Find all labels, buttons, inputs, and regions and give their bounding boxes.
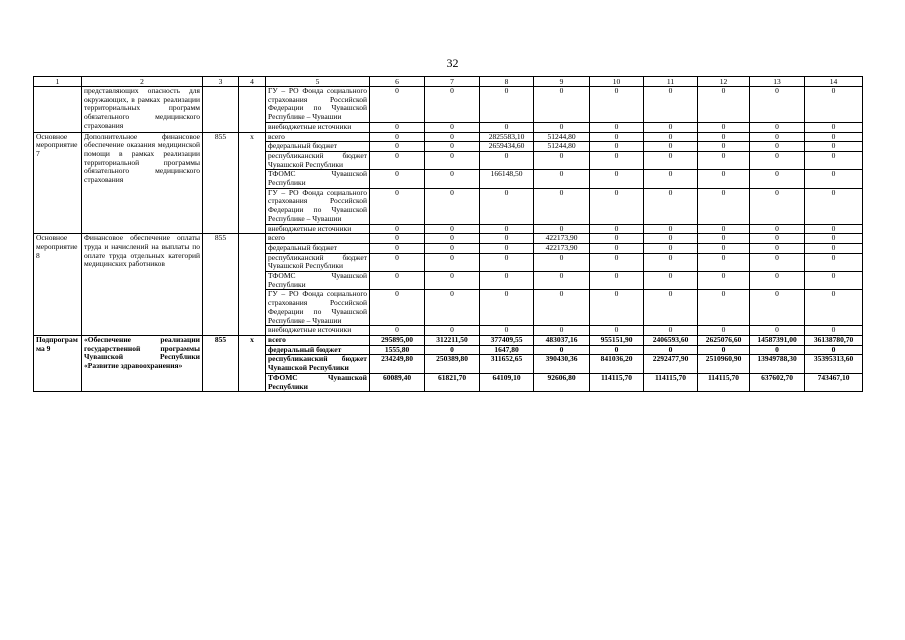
value-cell: 0 bbox=[750, 290, 805, 326]
value-cell: 0 bbox=[480, 253, 534, 271]
value-cell: 0 bbox=[425, 224, 480, 234]
value-cell: 0 bbox=[750, 142, 805, 152]
value-cell: 0 bbox=[805, 142, 863, 152]
value-cell: 0 bbox=[480, 234, 534, 244]
value-cell: 390430,36 bbox=[534, 355, 590, 373]
value-cell: 0 bbox=[805, 243, 863, 253]
value-cell: 0 bbox=[590, 170, 644, 188]
value-cell: 0 bbox=[698, 142, 750, 152]
value-cell: 51244,80 bbox=[534, 132, 590, 142]
value-cell: 0 bbox=[750, 224, 805, 234]
value-cell: 0 bbox=[425, 87, 480, 123]
value-cell: 0 bbox=[534, 345, 590, 355]
value-cell: 0 bbox=[644, 151, 698, 169]
grbs-code: 855 bbox=[203, 132, 239, 234]
header-cell: 14 bbox=[805, 77, 863, 87]
value-cell: 0 bbox=[750, 170, 805, 188]
funding-source: ТФОМС Чувашской Республики bbox=[266, 272, 370, 290]
value-cell: 0 bbox=[590, 224, 644, 234]
funding-source: всего bbox=[266, 234, 370, 244]
value-cell: 0 bbox=[698, 234, 750, 244]
value-cell: 0 bbox=[750, 345, 805, 355]
value-cell: 64109,10 bbox=[480, 373, 534, 391]
value-cell: 0 bbox=[698, 290, 750, 326]
value-cell: 0 bbox=[805, 253, 863, 271]
value-cell: 2292477,90 bbox=[644, 355, 698, 373]
value-cell: 234249,80 bbox=[370, 355, 425, 373]
value-cell: 0 bbox=[750, 326, 805, 336]
value-cell: 0 bbox=[644, 122, 698, 132]
value-cell: 841036,20 bbox=[590, 355, 644, 373]
page-number: 32 bbox=[446, 56, 459, 70]
value-cell: 0 bbox=[644, 132, 698, 142]
value-cell: 0 bbox=[644, 243, 698, 253]
value-cell: 0 bbox=[534, 170, 590, 188]
value-cell: 0 bbox=[805, 290, 863, 326]
value-cell: 0 bbox=[698, 345, 750, 355]
value-cell: 0 bbox=[750, 188, 805, 224]
value-cell: 0 bbox=[370, 326, 425, 336]
value-cell: 0 bbox=[590, 87, 644, 123]
value-cell: 0 bbox=[805, 234, 863, 244]
funding-source: республиканский бюджет Чувашской Республики bbox=[266, 151, 370, 169]
value-cell: 14587391,00 bbox=[750, 335, 805, 345]
grbs-code bbox=[203, 87, 239, 133]
table-row bbox=[34, 335, 863, 345]
x-mark: х bbox=[239, 132, 266, 234]
value-cell: 0 bbox=[698, 132, 750, 142]
funding-source: внебюджетные источники bbox=[266, 122, 370, 132]
value-cell: 0 bbox=[590, 243, 644, 253]
header-cell: 6 bbox=[370, 77, 425, 87]
value-cell: 0 bbox=[805, 224, 863, 234]
value-cell: 0 bbox=[425, 272, 480, 290]
header-cell: 11 bbox=[644, 77, 698, 87]
budget-table bbox=[33, 76, 863, 392]
value-cell: 0 bbox=[534, 122, 590, 132]
value-cell: 0 bbox=[534, 326, 590, 336]
value-cell: 2825583,10 bbox=[480, 132, 534, 142]
value-cell: 61821,70 bbox=[425, 373, 480, 391]
value-cell: 0 bbox=[805, 170, 863, 188]
value-cell: 0 bbox=[750, 132, 805, 142]
header-cell: 1 bbox=[34, 77, 82, 87]
activity-label: Основное мероприятие 7 bbox=[34, 132, 82, 234]
value-cell: 0 bbox=[750, 243, 805, 253]
value-cell: 0 bbox=[425, 253, 480, 271]
value-cell: 0 bbox=[370, 272, 425, 290]
header-cell: 13 bbox=[750, 77, 805, 87]
table-row bbox=[34, 132, 863, 142]
value-cell: 0 bbox=[425, 326, 480, 336]
value-cell: 0 bbox=[534, 151, 590, 169]
value-cell: 0 bbox=[698, 224, 750, 234]
value-cell: 0 bbox=[425, 132, 480, 142]
value-cell: 0 bbox=[370, 132, 425, 142]
value-cell: 0 bbox=[590, 272, 644, 290]
value-cell: 0 bbox=[644, 345, 698, 355]
value-cell: 0 bbox=[590, 188, 644, 224]
header-cell: 5 bbox=[266, 77, 370, 87]
value-cell: 0 bbox=[644, 224, 698, 234]
value-cell: 0 bbox=[534, 272, 590, 290]
value-cell: 0 bbox=[644, 188, 698, 224]
value-cell: 0 bbox=[590, 345, 644, 355]
value-cell: 0 bbox=[698, 253, 750, 271]
x-mark bbox=[239, 87, 266, 133]
value-cell: 0 bbox=[805, 326, 863, 336]
value-cell: 0 bbox=[370, 188, 425, 224]
value-cell: 0 bbox=[644, 290, 698, 326]
funding-source: внебюджетные источники bbox=[266, 326, 370, 336]
funding-source: всего bbox=[266, 335, 370, 345]
value-cell: 0 bbox=[425, 188, 480, 224]
value-cell: 0 bbox=[644, 272, 698, 290]
value-cell: 114115,70 bbox=[590, 373, 644, 391]
activity-name: Дополнительное финансовое обеспечение оказания медицинской помощи в рамках реализации территориальной программы обязательного медицинского страхования bbox=[82, 132, 203, 234]
header-cell: 10 bbox=[590, 77, 644, 87]
funding-source: республиканский бюджет Чувашской Республики bbox=[266, 253, 370, 271]
funding-source: федеральный бюджет bbox=[266, 142, 370, 152]
value-cell: 166148,50 bbox=[480, 170, 534, 188]
value-cell: 0 bbox=[805, 122, 863, 132]
value-cell: 0 bbox=[805, 272, 863, 290]
value-cell: 0 bbox=[425, 122, 480, 132]
value-cell: 1647,80 bbox=[480, 345, 534, 355]
value-cell: 0 bbox=[480, 151, 534, 169]
value-cell: 0 bbox=[534, 188, 590, 224]
value-cell: 0 bbox=[534, 253, 590, 271]
activity-label: Основное мероприятие 8 bbox=[34, 234, 82, 336]
value-cell: 0 bbox=[750, 87, 805, 123]
funding-source: ТФОМС Чувашской Республики bbox=[266, 170, 370, 188]
value-cell: 2406593,60 bbox=[644, 335, 698, 345]
header-cell: 2 bbox=[82, 77, 203, 87]
value-cell: 0 bbox=[805, 345, 863, 355]
value-cell: 0 bbox=[698, 188, 750, 224]
value-cell: 0 bbox=[480, 87, 534, 123]
value-cell: 0 bbox=[590, 122, 644, 132]
value-cell: 483037,16 bbox=[534, 335, 590, 345]
value-cell: 0 bbox=[534, 87, 590, 123]
value-cell: 422173,90 bbox=[534, 243, 590, 253]
header-row bbox=[34, 77, 863, 87]
value-cell: 0 bbox=[370, 151, 425, 169]
value-cell: 114115,70 bbox=[644, 373, 698, 391]
value-cell: 0 bbox=[750, 234, 805, 244]
activity-name: «Обеспечение реализации государственной программы Чувашской Республики «Развитие здравоохранения» bbox=[82, 335, 203, 391]
value-cell: 0 bbox=[370, 122, 425, 132]
value-cell: 0 bbox=[425, 234, 480, 244]
value-cell: 0 bbox=[425, 243, 480, 253]
value-cell: 51244,80 bbox=[534, 142, 590, 152]
grbs-code: 855 bbox=[203, 234, 239, 336]
funding-source: федеральный бюджет bbox=[266, 345, 370, 355]
funding-source: ГУ – РО Фонда социального страхования Российской Федерации по Чувашской Республике – Чувашии bbox=[266, 188, 370, 224]
value-cell: 0 bbox=[370, 290, 425, 326]
value-cell: 0 bbox=[480, 122, 534, 132]
value-cell: 0 bbox=[644, 170, 698, 188]
value-cell: 0 bbox=[750, 151, 805, 169]
value-cell: 250389,80 bbox=[425, 355, 480, 373]
value-cell: 0 bbox=[370, 170, 425, 188]
value-cell: 0 bbox=[480, 326, 534, 336]
funding-source: всего bbox=[266, 132, 370, 142]
value-cell: 0 bbox=[480, 243, 534, 253]
value-cell: 955151,90 bbox=[590, 335, 644, 345]
value-cell: 312211,50 bbox=[425, 335, 480, 345]
value-cell: 2659434,60 bbox=[480, 142, 534, 152]
value-cell: 0 bbox=[644, 234, 698, 244]
activity-label: Подпрограмма 9 bbox=[34, 335, 82, 391]
x-mark: х bbox=[239, 335, 266, 391]
value-cell: 0 bbox=[480, 188, 534, 224]
value-cell: 0 bbox=[590, 326, 644, 336]
value-cell: 377409,55 bbox=[480, 335, 534, 345]
table-row bbox=[34, 87, 863, 123]
activity-name: Финансовое обеспечение оплаты труда и начислений на выплаты по оплате труда отдельных категорий медицинских работников bbox=[82, 234, 203, 336]
value-cell: 0 bbox=[534, 290, 590, 326]
funding-source: ГУ – РО Фонда социального страхования Российской Федерации по Чувашской Республике – Чувашии bbox=[266, 87, 370, 123]
value-cell: 36138780,70 bbox=[805, 335, 863, 345]
activity-name: представляющих опасность для окружающих, в рамках реализации территориальных программ обязательного медицинского страхования bbox=[82, 87, 203, 133]
value-cell: 60089,40 bbox=[370, 373, 425, 391]
value-cell: 422173,90 bbox=[534, 234, 590, 244]
header-cell: 9 bbox=[534, 77, 590, 87]
header-cell: 12 bbox=[698, 77, 750, 87]
funding-source: федеральный бюджет bbox=[266, 243, 370, 253]
value-cell: 0 bbox=[698, 326, 750, 336]
funding-source: ГУ – РО Фонда социального страхования Российской Федерации по Чувашской Республике – Чувашии bbox=[266, 290, 370, 326]
value-cell: 0 bbox=[370, 243, 425, 253]
value-cell: 0 bbox=[370, 234, 425, 244]
value-cell: 637602,70 bbox=[750, 373, 805, 391]
value-cell: 0 bbox=[698, 272, 750, 290]
value-cell: 311652,65 bbox=[480, 355, 534, 373]
grbs-code: 855 bbox=[203, 335, 239, 391]
value-cell: 0 bbox=[590, 142, 644, 152]
value-cell: 0 bbox=[480, 290, 534, 326]
value-cell: 0 bbox=[750, 122, 805, 132]
header-cell: 3 bbox=[203, 77, 239, 87]
funding-source: ТФОМС Чувашской Республики bbox=[266, 373, 370, 391]
funding-source: внебюджетные источники bbox=[266, 224, 370, 234]
value-cell: 35395313,60 bbox=[805, 355, 863, 373]
value-cell: 0 bbox=[534, 224, 590, 234]
header-cell: 4 bbox=[239, 77, 266, 87]
value-cell: 0 bbox=[425, 170, 480, 188]
value-cell: 2625076,60 bbox=[698, 335, 750, 345]
value-cell: 0 bbox=[805, 151, 863, 169]
value-cell: 0 bbox=[644, 253, 698, 271]
value-cell: 743467,10 bbox=[805, 373, 863, 391]
header-cell: 7 bbox=[425, 77, 480, 87]
value-cell: 0 bbox=[590, 253, 644, 271]
x-mark bbox=[239, 234, 266, 336]
value-cell: 0 bbox=[644, 87, 698, 123]
value-cell: 0 bbox=[750, 272, 805, 290]
value-cell: 0 bbox=[370, 253, 425, 271]
value-cell: 0 bbox=[805, 87, 863, 123]
value-cell: 0 bbox=[750, 253, 805, 271]
value-cell: 0 bbox=[698, 87, 750, 123]
value-cell: 0 bbox=[644, 142, 698, 152]
table-row bbox=[34, 234, 863, 244]
value-cell: 0 bbox=[590, 151, 644, 169]
value-cell: 92606,80 bbox=[534, 373, 590, 391]
value-cell: 0 bbox=[698, 151, 750, 169]
value-cell: 0 bbox=[425, 142, 480, 152]
value-cell: 0 bbox=[425, 290, 480, 326]
activity-label bbox=[34, 87, 82, 133]
value-cell: 295895,00 bbox=[370, 335, 425, 345]
value-cell: 114115,70 bbox=[698, 373, 750, 391]
value-cell: 0 bbox=[590, 290, 644, 326]
value-cell: 0 bbox=[370, 224, 425, 234]
value-cell: 0 bbox=[370, 87, 425, 123]
value-cell: 1555,80 bbox=[370, 345, 425, 355]
value-cell: 0 bbox=[480, 224, 534, 234]
value-cell: 0 bbox=[370, 142, 425, 152]
value-cell: 0 bbox=[590, 132, 644, 142]
value-cell: 0 bbox=[698, 170, 750, 188]
value-cell: 2510960,90 bbox=[698, 355, 750, 373]
value-cell: 13949788,30 bbox=[750, 355, 805, 373]
value-cell: 0 bbox=[698, 122, 750, 132]
value-cell: 0 bbox=[480, 272, 534, 290]
value-cell: 0 bbox=[425, 345, 480, 355]
value-cell: 0 bbox=[698, 243, 750, 253]
value-cell: 0 bbox=[805, 132, 863, 142]
value-cell: 0 bbox=[425, 151, 480, 169]
funding-source: республиканский бюджет Чувашской Республики bbox=[266, 355, 370, 373]
header-cell: 8 bbox=[480, 77, 534, 87]
value-cell: 0 bbox=[644, 326, 698, 336]
value-cell: 0 bbox=[590, 234, 644, 244]
value-cell: 0 bbox=[805, 188, 863, 224]
